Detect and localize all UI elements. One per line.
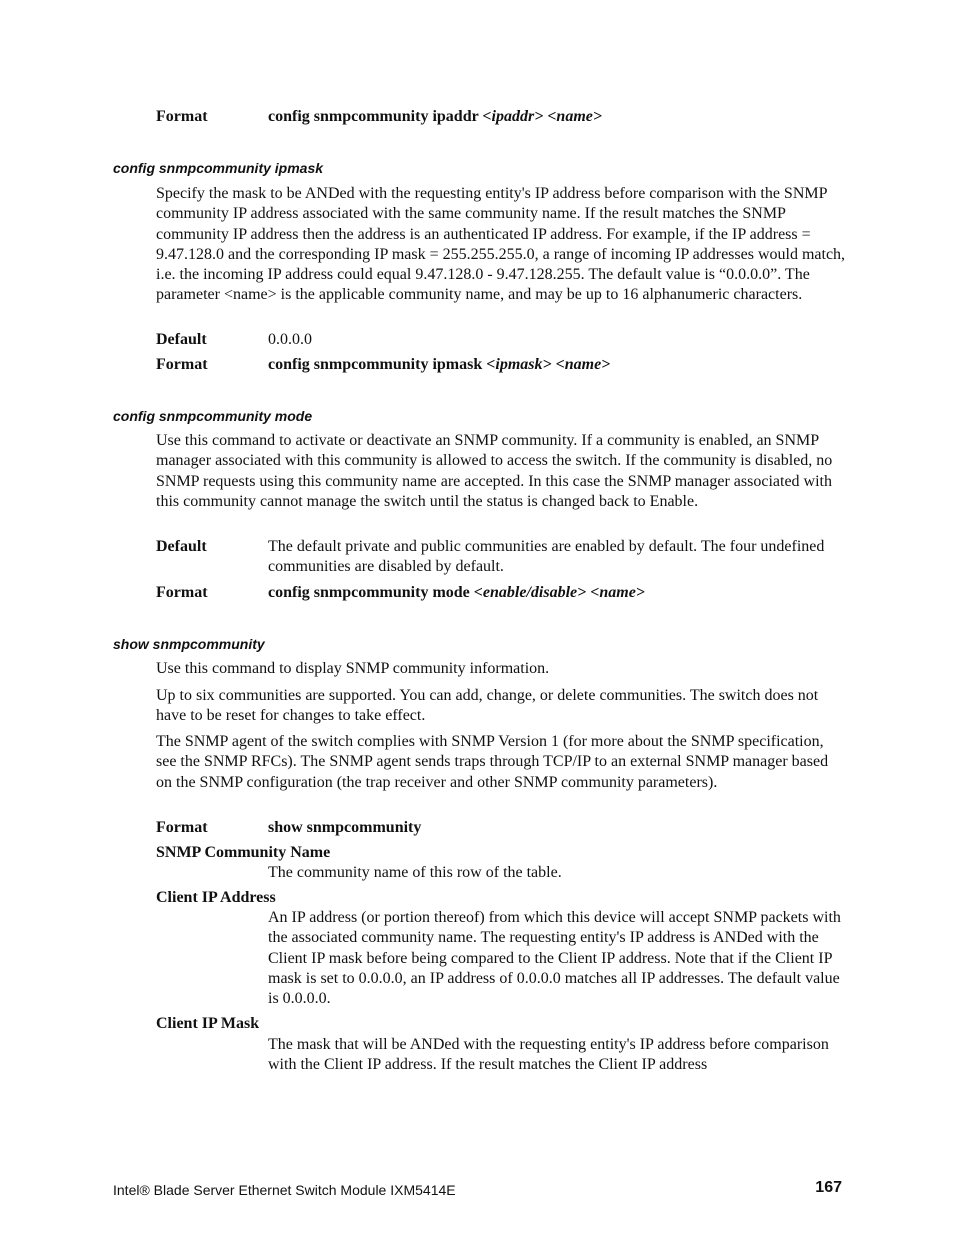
mode-format-command [268,583,843,603]
field-description: An IP address (or portion thereof) from which this device will accept SNMP packets with the associated community name. The requesting entity's IP address is ANDed with the Client IP mask before being compared to the Client IP address. Note that if the Client IP mask is set to 0.0.0.0, an IP address of 0.0.0.0 matches all IP addresses. The default value is 0.0.0.0. [268,909,841,1008]
command-args: <ipmask> <name> [486,356,611,373]
default-label: Default [156,331,207,348]
field-name: Client IP Address [156,889,276,906]
ipaddr-format-command [268,107,843,127]
command-text: config snmpcommunity ipaddr [268,108,479,125]
format-label: Format [156,819,208,836]
section-heading-ipmask: config snmpcommunity ipmask [113,160,324,176]
show-format-command: show snmpcommunity [268,819,422,836]
format-label: Format [156,108,208,125]
mode-description: Use this command to activate or deactivate an SNMP community. If a community is enabled, an SNMP manager associated with this community is allowed to access the switch. If the community is disabled, no SNMP requests using this community name are accepted. In this case the SNMP manager associated with this community cannot manage the switch until the status is changed back to Enable. [156,432,833,510]
ipmask-format-command [268,355,843,375]
section-heading-show: show snmpcommunity [113,636,265,652]
footer-title: Intel® Blade Server Ethernet Switch Module IXM5414E [113,1182,456,1198]
command-text: config snmpcommunity ipmask [268,356,483,373]
command-args: <ipaddr> <name> [482,108,602,125]
field-description: The mask that will be ANDed with the requesting entity's IP address before comparison with the Client IP address. If the result matches the Client IP address [268,1036,829,1074]
show-paragraph-2: Up to six communities are supported. You can add, change, or delete communities. The switch does not have to be reset for changes to take effect. [156,687,819,725]
section-heading-mode: config snmpcommunity mode [113,408,313,424]
mode-default-value: The default private and public communities are enabled by default. The four undefined communities are disabled by default. [268,538,825,576]
show-paragraph-3: The SNMP agent of the switch complies with SNMP Version 1 (for more about the SNMP specification, see the SNMP RFCs). The SNMP agent sends traps through TCP/IP to an external SNMP manager based on the SNMP configuration (the trap receiver and other SNMP community parameters). [156,733,829,791]
show-paragraph-1: Use this command to display SNMP community information. [156,660,550,677]
ipmask-description: Specify the mask to be ANDed with the requesting entity's IP address before comparison with the SNMP community IP address associated with the same community name. If the result matches the SNMP community IP address then the address is an authenticated IP address. For example, if the IP address = 9.47.128.0 and the corresponding IP mask = 255.255.255.0, a range of incoming IP addresses would match, i.e. the incoming IP address could equal 9.47.128.0 - 9.47.128.255. The default value is “0.0.0.0”. The parameter <name> is the applicable community name, and may be up to 16 alphanumeric characters. [156,185,846,304]
format-label: Format [156,356,208,373]
command-text: config snmpcommunity mode [268,584,470,601]
page-number: 167 [815,1179,842,1196]
ipmask-default-value: 0.0.0.0 [268,331,312,348]
default-label: Default [156,538,207,555]
field-name: SNMP Community Name [156,844,331,861]
field-description: The community name of this row of the table. [268,864,562,881]
command-args: <enable/disable> <name> [473,584,645,601]
format-label: Format [156,584,208,601]
field-name: Client IP Mask [156,1015,260,1032]
